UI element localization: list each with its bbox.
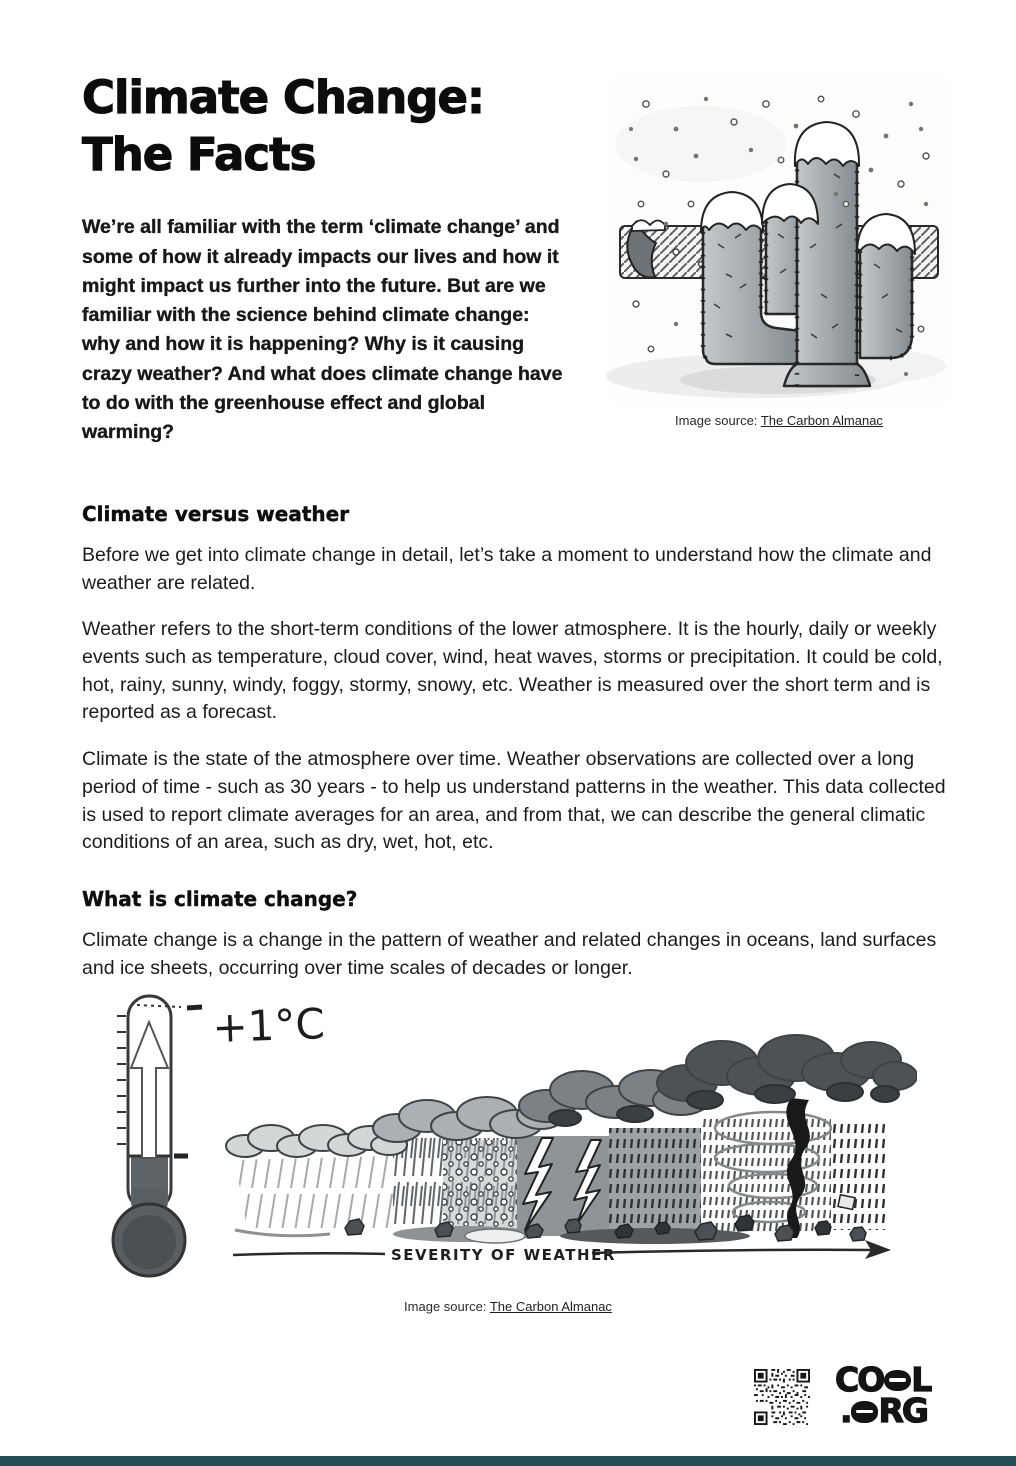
paragraph: Weather refers to the short-term conditions of the lower atmosphere. It is the hourly, daily or weekly events such as temperature, cloud cover, wind, heat waves, storms or precipitation. It could be cold, hot, rainy, sunny, windy, foggy, stormy, snowy, etc. Weather is measured over the short term and is reported as a forecast. xyxy=(82,618,943,724)
weather-severity-illustration xyxy=(95,988,917,1278)
carbon-almanac-link[interactable]: The Carbon Almanac xyxy=(760,413,883,428)
section-heading-climate-vs-weather: Climate versus weather xyxy=(82,502,350,526)
logo-o-icon xyxy=(884,1370,911,1392)
page-title-line1: Climate Change: xyxy=(82,71,485,124)
cactus-caption xyxy=(606,413,952,430)
caption-text: Image source: xyxy=(404,1299,490,1314)
carbon-almanac-link[interactable]: The Carbon Almanac xyxy=(489,1299,612,1314)
header-block xyxy=(82,70,566,447)
paragraph: Climate change is a change in the pattern of weather and related changes in oceans, land surfaces and ice sheets, occurring over time scales of decades or longer. xyxy=(82,928,937,979)
thermometer xyxy=(113,996,202,1276)
logo-text: RG xyxy=(878,1391,927,1431)
cactus-figure xyxy=(606,74,952,430)
footer-brand xyxy=(754,1360,931,1431)
hail-zone xyxy=(443,1140,517,1236)
footer-accent-bar xyxy=(0,1456,1016,1466)
page-title xyxy=(82,70,566,183)
severity-axis-label: SEVERITY OF WEATHER xyxy=(391,1246,616,1264)
weather-caption xyxy=(0,1299,1016,1316)
page-title-line2: The Facts xyxy=(82,127,316,181)
section-heading-what-is-climate-change: What is climate change? xyxy=(82,886,358,911)
cactus-trunk xyxy=(797,128,857,386)
logo-o-icon xyxy=(851,1401,878,1423)
paragraph: Climate is the state of the atmosphere over time. Weather observations are collected over a long period of time - such as 30 years - to help us understand patterns in the weather. This data collected is used to report climate averages for an area, and from that, we can describe the general climatic conditions of an area, such as dry, wet, hot, etc. xyxy=(82,748,946,854)
qr-code-icon xyxy=(754,1369,810,1425)
snowy-cactus-illustration xyxy=(606,74,952,406)
caption-text: Image source: xyxy=(675,413,761,428)
logo-line2 xyxy=(835,1391,927,1431)
logo-text: CO xyxy=(835,1360,884,1399)
weather-severity-figure xyxy=(95,988,917,1278)
cool-org-logo xyxy=(835,1360,931,1431)
logo-text: . xyxy=(839,1391,851,1431)
temp-label: +1°C xyxy=(211,999,326,1052)
article-body xyxy=(82,502,952,1001)
paragraph: Before we get into climate change in detail, let’s take a moment to understand how the climate and weather are related. xyxy=(82,544,932,594)
intro-paragraph: We’re all familiar with the term ‘climate change’ and some of how it already impacts our lives and how it might impact us further into the future. But are we familiar with the science behind climate change: why and how it is happening? Why is it causing crazy weather? And what does climate change have to do with the greenhouse effect and global warming? xyxy=(82,216,563,444)
logo-text: L xyxy=(911,1360,931,1399)
